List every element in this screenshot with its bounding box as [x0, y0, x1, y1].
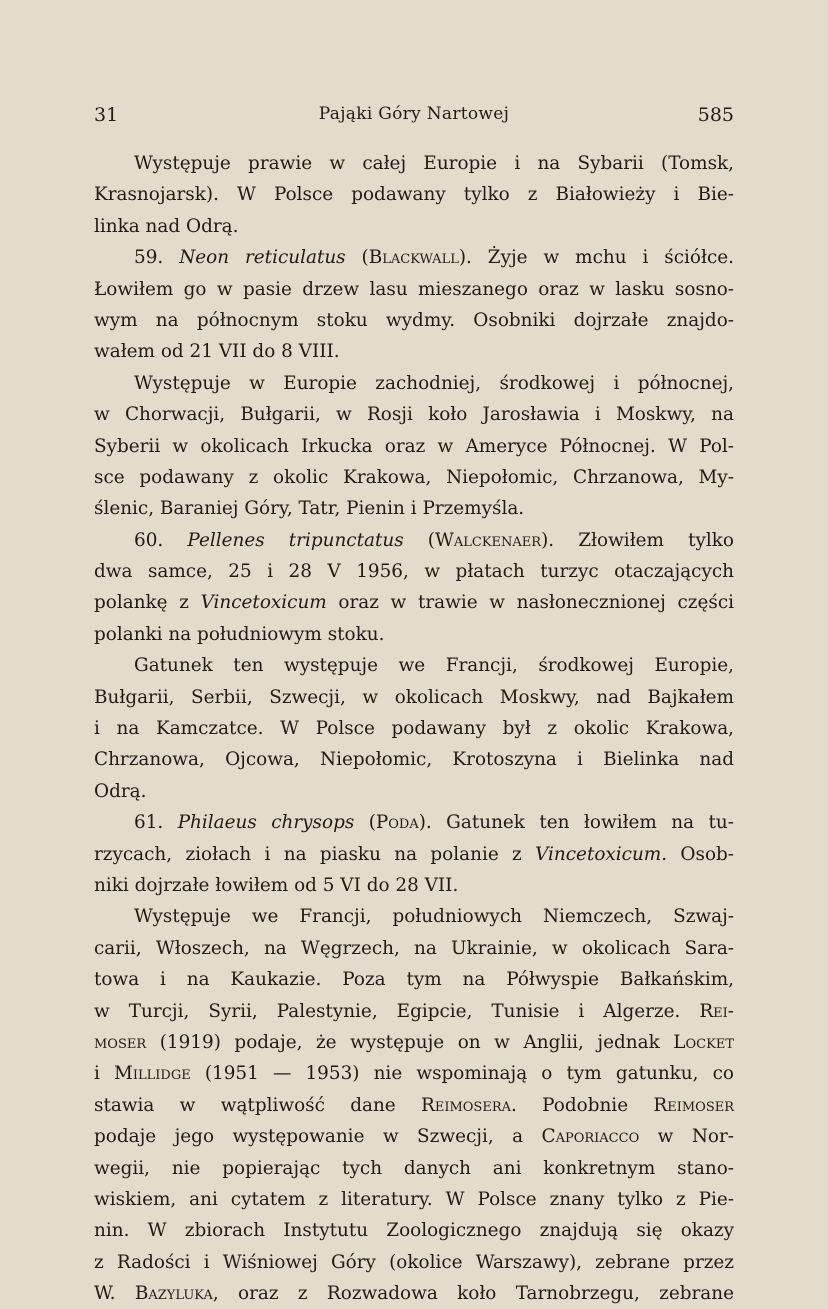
text-span: Łowiłem go w pasie drzew lasu mieszanego oraz w lasku sosno-: [94, 278, 734, 300]
text-span: Krasnojarsk). W Polsce podawany tylko z Białowieży i Bie-: [94, 184, 734, 206]
text-span: w Chorwacji, Bułgarii, w Rosji koło Jarosławia i Moskwy, na: [94, 404, 734, 426]
text-line: [94, 179, 734, 210]
text-span: Gatunek ten występuje we Francji, środkowej Europie,: [134, 655, 734, 677]
text-line: [94, 431, 734, 462]
species-name: Philaeus chrysops: [177, 812, 355, 834]
text-line: [94, 807, 734, 838]
text-span: Występuje prawie w całej Europie i na Sybarii (Tomsk,: [134, 153, 734, 174]
text-span: sce podawany z okolic Krakowa, Niepołomic, Chrzanowa, My-: [94, 466, 734, 488]
author-name: Reimosera: [420, 1094, 511, 1116]
text-line: [94, 336, 734, 367]
text-span: wym na północnym stoku wydmy. Osobniki dojrzałe znajdo-: [94, 309, 734, 331]
text-line: [94, 650, 734, 681]
text-span: polankę z: [94, 592, 201, 614]
text-span: i: [94, 1063, 115, 1085]
text-span: 59.: [134, 247, 180, 269]
running-title: Pająki Góry Nartowej: [318, 104, 510, 124]
text-span: (: [345, 247, 369, 269]
text-line: [94, 274, 734, 305]
text-line: [94, 744, 734, 775]
text-span: w Turcji, Syrii, Palestynie, Egipcie, Tunisie i Algerze.: [94, 1000, 700, 1022]
text-line: [94, 462, 734, 493]
text-line: [94, 619, 734, 650]
text-span: polanki na południowym stoku.: [94, 623, 385, 645]
text-span: niki dojrzałe łowiłem od 5 VI do 28 VII.: [94, 874, 459, 896]
text-span: ). Żyje w mchu i ściółce.: [458, 247, 734, 269]
text-span: W.: [94, 1283, 135, 1305]
species-name: Neon reticulatus: [179, 247, 346, 269]
author-name: Bazyluka: [134, 1283, 213, 1305]
text-line: [94, 399, 734, 430]
right-page-number: 585: [697, 104, 734, 126]
text-span: 60.: [134, 529, 188, 551]
species-name: Vincetoxicum: [200, 592, 327, 614]
text-span: carii, Włoszech, na Węgrzech, na Ukrainie, w okolicach Sara-: [94, 937, 734, 959]
text-span: Występuje w Europie zachodniej, środkowej i północnej,: [134, 372, 734, 394]
body-text: [94, 148, 734, 1309]
text-span: wegii, nie popierając tych danych ani konkretnym stano-: [94, 1157, 734, 1179]
text-line: [94, 368, 734, 399]
text-span: 61.: [134, 812, 178, 834]
text-span: oraz w trawie w nasłonecznionej części: [326, 592, 734, 614]
text-line: [94, 493, 734, 524]
species-name: Vincetoxicum.: [535, 843, 668, 865]
text-span: Osob-: [667, 843, 735, 865]
text-line: [94, 933, 734, 964]
text-span: Występuje we Francji, południowych Niemczech, Szwaj-: [134, 906, 734, 928]
text-span: ). Złowiłem tylko: [541, 529, 734, 551]
text-line: [94, 996, 734, 1027]
text-line: [94, 1058, 734, 1089]
text-span: i na Kamczatce. W Polsce podawany był z okolic Krakowa,: [94, 718, 734, 740]
left-page-number: 31: [94, 104, 119, 126]
author-name: Rei-: [699, 1000, 734, 1022]
text-line: [94, 587, 734, 618]
text-span: , oraz z Rozwadowa koło Tarnobrzegu, zebrane: [212, 1283, 734, 1305]
text-span: linka nad Odrą.: [94, 215, 239, 237]
text-line: [94, 242, 734, 273]
text-line: [94, 1121, 734, 1152]
text-span: Odrą.: [94, 780, 147, 802]
text-span: wiskiem, ani cytatem z literatury. W Polsce znany tylko z Pie-: [94, 1188, 734, 1210]
text-span: podaje jego występowanie w Szwecji, a: [94, 1126, 542, 1148]
text-span: Syberii w okolicach Irkucka oraz w Ameryce Północnej. W Pol-: [94, 435, 734, 457]
author-name: Blackwall: [368, 247, 459, 269]
text-line: [94, 1184, 734, 1215]
text-line: [94, 1090, 734, 1121]
text-span: . Podobnie: [511, 1094, 654, 1116]
text-span: nin. W zbiorach Instytutu Zoologicznego znajdują się okazy: [94, 1220, 734, 1242]
text-line: [94, 964, 734, 995]
running-header: [94, 104, 734, 134]
text-line: [94, 305, 734, 336]
author-name: moser: [94, 1031, 147, 1053]
text-line: [94, 682, 734, 713]
text-line: [94, 1153, 734, 1184]
species-name: Pellenes tripunctatus: [187, 529, 404, 551]
text-line: [94, 1215, 734, 1246]
text-line: [94, 556, 734, 587]
text-line: [94, 148, 734, 179]
text-line: [94, 1027, 734, 1058]
text-span: (1951 — 1953) nie wspominają o tym gatunku, co: [190, 1063, 735, 1085]
author-name: Locket: [673, 1031, 734, 1053]
text-line: [94, 1247, 734, 1278]
text-line: [94, 211, 734, 242]
text-line: [94, 525, 734, 556]
text-span: rzycach, ziołach i na piasku na polanie z: [94, 843, 536, 865]
text-span: ślenic, Baraniej Góry, Tatr, Pienin i Przemyśla.: [94, 498, 525, 520]
text-span: stawia w wątpliwość dane: [94, 1094, 421, 1116]
text-span: dwa samce, 25 i 28 V 1956, w płatach turzyc otaczających: [94, 561, 734, 583]
text-line: [94, 776, 734, 807]
text-span: wałem od 21 VII do 8 VIII.: [94, 341, 340, 363]
author-name: Poda: [375, 812, 419, 834]
text-span: w Nor-: [639, 1126, 734, 1148]
text-line: [94, 870, 734, 901]
text-line: [94, 839, 734, 870]
text-span: (1919) podaje, że występuje on w Anglii, jednak: [146, 1031, 674, 1053]
text-span: ). Gatunek ten łowiłem na tu-: [418, 812, 734, 834]
author-name: Walckenaer: [434, 529, 542, 551]
text-span: Chrzanowa, Ojcowa, Niepołomic, Krotoszyna i Bielinka nad: [94, 749, 734, 771]
text-span: (: [354, 812, 376, 834]
author-name: Caporiacco: [541, 1126, 640, 1148]
text-line: [94, 901, 734, 932]
text-span: z Radości i Wiśniowej Góry (okolice Warszawy), zebrane przez: [94, 1251, 734, 1273]
text-line: [94, 713, 734, 744]
author-name: Reimoser: [653, 1094, 735, 1116]
author-name: Millidge: [114, 1063, 191, 1085]
text-span: Bułgarii, Serbii, Szwecji, w okolicach Moskwy, nad Bajkałem: [94, 686, 734, 708]
text-span: (: [403, 529, 435, 551]
text-span: towa i na Kaukazie. Poza tym na Półwyspie Bałkańskim,: [94, 969, 734, 991]
